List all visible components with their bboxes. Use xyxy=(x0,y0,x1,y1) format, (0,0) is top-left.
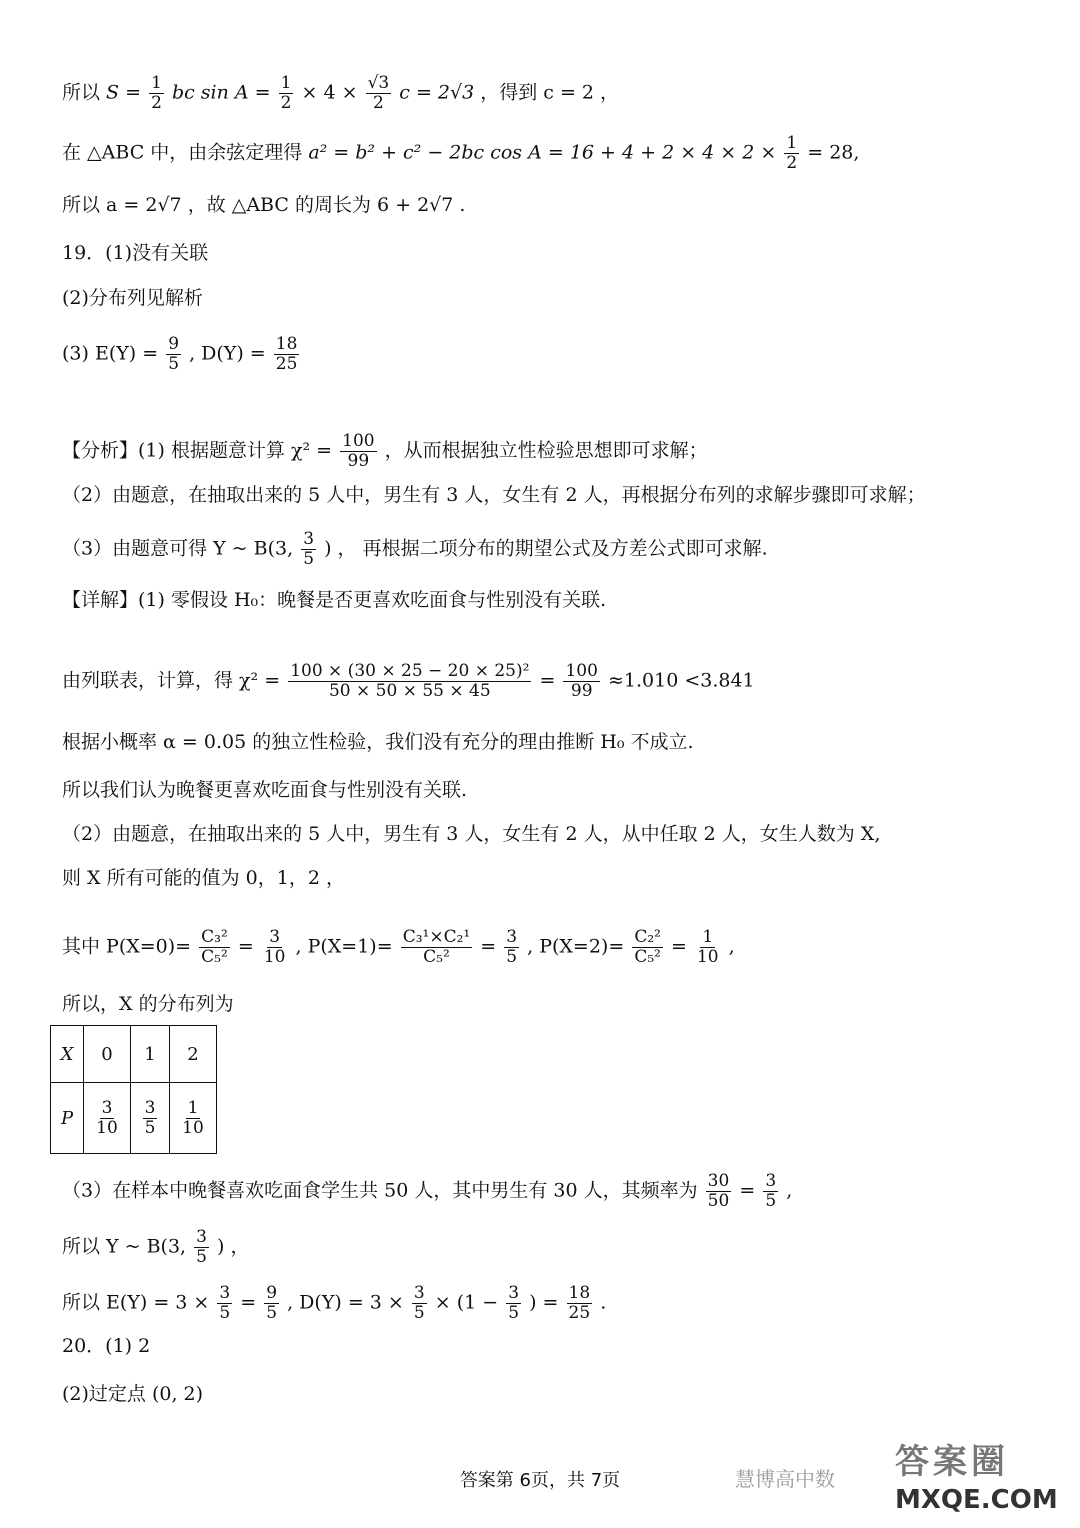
fraction: $\frac{30}{50}$ xyxy=(707,1171,730,1211)
fraction: $\frac{3}{5}$ xyxy=(508,1283,520,1323)
analysis-2: （2）由题意，在抽取出来的 5 人中，男生有 3 人，女生有 2 人，再根据分布列的求解步骤即可求解； xyxy=(62,484,926,506)
table-row xyxy=(51,1026,217,1083)
watermark-text: 慧博高中数 xyxy=(735,1467,835,1491)
probability-line: 其中 P(X=0)= $\frac{\text{C₃²}}{\text{C₅²}}$ = $\frac{3}{10}$ , P(X=1)= $\frac{\text{C₃¹×C₂¹}}{\text{C₅²}}$ = $\frac{3}{5}$ , P(X=2)= $\frac{\text{C₂²}}{\text{C₅²}}$ = $\frac{1}{10}$ , xyxy=(62,927,735,967)
fraction: $\frac{3}{5}$ xyxy=(219,1283,231,1323)
cosine-law-line: 在 △ABC 中，由余弦定理得 a² = b² + c² − 2bc cos A = 16 + 4 + 2 × 4 × 2 × $\frac{1}{2}$ = 28, xyxy=(62,133,860,173)
fraction: $\frac{1}{2}$ xyxy=(786,133,798,173)
part3-3: 所以 E(Y) = 3 × $\frac{3}{5}$ = $\frac{9}{5}$ , D(Y) = 3 × $\frac{3}{5}$ × (1 − $\frac{3}{5}$ ) = $\frac{18}{25}$ . xyxy=(62,1283,607,1323)
fraction: $\frac{3}{5}$ xyxy=(196,1227,207,1267)
q19-answer-3: (3) E(Y) = $\frac{9}{5}$ , D(Y) = $\frac{18}{25}$ xyxy=(62,334,298,374)
q20-answer-1: 20．(1) 2 xyxy=(62,1335,151,1357)
q19-answer-1: 19．(1)没有关联 xyxy=(62,242,209,264)
fraction: $\frac{9}{5}$ xyxy=(266,1283,278,1323)
table-cell: P xyxy=(51,1083,84,1154)
perimeter-line: 所以 a = 2√7 ，故 △ABC 的周长为 6 + 2√7 . xyxy=(62,194,466,216)
distribution-table xyxy=(50,1025,217,1154)
fraction: $\frac{1}{10}$ xyxy=(696,927,719,967)
fraction: $\frac{3}{10}$ xyxy=(96,1097,118,1138)
fraction: $\frac{1}{10}$ xyxy=(182,1097,204,1138)
page-footer: 答案第 6页，共 7页 xyxy=(459,1470,621,1491)
detail-5: （2）由题意，在抽取出来的 5 人中，男生有 3 人，女生有 2 人，从中任取 2 人，女生人数为 X, xyxy=(62,823,881,845)
fraction: $\frac{\text{C₃¹×C₂¹}}{\text{C₅²}}$ xyxy=(402,927,471,967)
part3-2: 所以 Y ~ B(3, $\frac{3}{5}$ ) ， xyxy=(62,1227,250,1267)
fraction: $\frac{3}{5}$ xyxy=(144,1097,156,1138)
fraction: $\frac{√3}{2}$ xyxy=(367,73,390,113)
table-cell xyxy=(131,1083,170,1154)
detail-6: 则 X 所有可能的值为 0，1，2 ， xyxy=(62,867,345,889)
fraction: $\frac{100}{99}$ xyxy=(342,431,375,471)
table-cell: X xyxy=(51,1026,84,1083)
fraction: $\frac{1}{2}$ xyxy=(280,73,292,113)
table-cell: 0 xyxy=(84,1026,131,1083)
fraction: $\frac{3}{5}$ xyxy=(765,1171,777,1211)
analysis-1: 【分析】(1) 根据题意计算 χ² = $\frac{100}{99}$ ，从而根据独立性检验思想即可求解； xyxy=(62,431,708,471)
fraction: $\frac{3}{5}$ xyxy=(303,529,315,569)
fraction: $\frac{\text{C₃²}}{\text{C₅²}}$ xyxy=(201,927,228,967)
fraction: $\frac{3}{5}$ xyxy=(413,1283,425,1323)
table-cell: 2 xyxy=(170,1026,217,1083)
part3-1: （3）在样本中晚餐喜欢吃面食学生共 50 人，其中男生有 30 人，其频率为 $\frac{30}{50}$ = $\frac{3}{5}$ , xyxy=(62,1171,793,1211)
fraction: $\frac{1}{2}$ xyxy=(151,73,162,113)
table-cell: 1 xyxy=(131,1026,170,1083)
table-row xyxy=(51,1083,217,1154)
area-line: 所以 S = $\frac{1}{2}$ bc sin A = $\frac{1}{2}$ × 4 × $\frac{√3}{2}$ c = 2√3 ，得到 c = 2 ， xyxy=(62,73,620,113)
table-cell xyxy=(170,1083,217,1154)
fraction: $\frac{9}{5}$ xyxy=(168,334,180,374)
detail-8: 所以，X 的分布列为 xyxy=(62,993,234,1015)
fraction: $\frac{18}{25}$ xyxy=(275,334,298,374)
watermark-logo: 答案圈 MXQE.COM xyxy=(895,1442,1058,1515)
q20-answer-2: (2)过定点 (0, 2) xyxy=(62,1383,204,1405)
detail-1: 【详解】(1) 零假设 H₀：晚餐是否更喜欢吃面食与性别没有关联. xyxy=(62,589,607,611)
detail-3: 根据小概率 α = 0.05 的独立性检验，我们没有充分的理由推断 H₀ 不成立. xyxy=(62,731,694,753)
fraction: $\frac{\text{100 × (30 × 25 − 20 × 25)²}}{50 \times 50 \times 55 \times 45}$ xyxy=(290,661,530,701)
analysis-3: （3）由题意可得 Y ~ B(3, $\frac{3}{5}$ ) ， 再根据二项分布的期望公式及方差公式即可求解. xyxy=(62,529,768,569)
fraction: $\frac{\text{C₂²}}{\text{C₅²}}$ xyxy=(634,927,661,967)
q19-answer-2: (2)分布列见解析 xyxy=(62,287,203,309)
fraction: $\frac{3}{10}$ xyxy=(263,927,286,967)
fraction: $\frac{100}{99}$ xyxy=(565,661,598,701)
fraction: $\frac{3}{5}$ xyxy=(506,927,518,967)
fraction: $\frac{18}{25}$ xyxy=(568,1283,591,1323)
chi-square-calc: 由列联表，计算，得 χ² = $\frac{\text{100 × (30 × 25 − 20 × 25)²}}{50 \times 50 \times 55 \times 45}$ = $\frac{100}{99}$ ≈1.010 <3.841 xyxy=(62,661,755,701)
detail-4: 所以我们认为晚餐更喜欢吃面食与性别没有关联. xyxy=(62,779,468,801)
table-cell xyxy=(84,1083,131,1154)
